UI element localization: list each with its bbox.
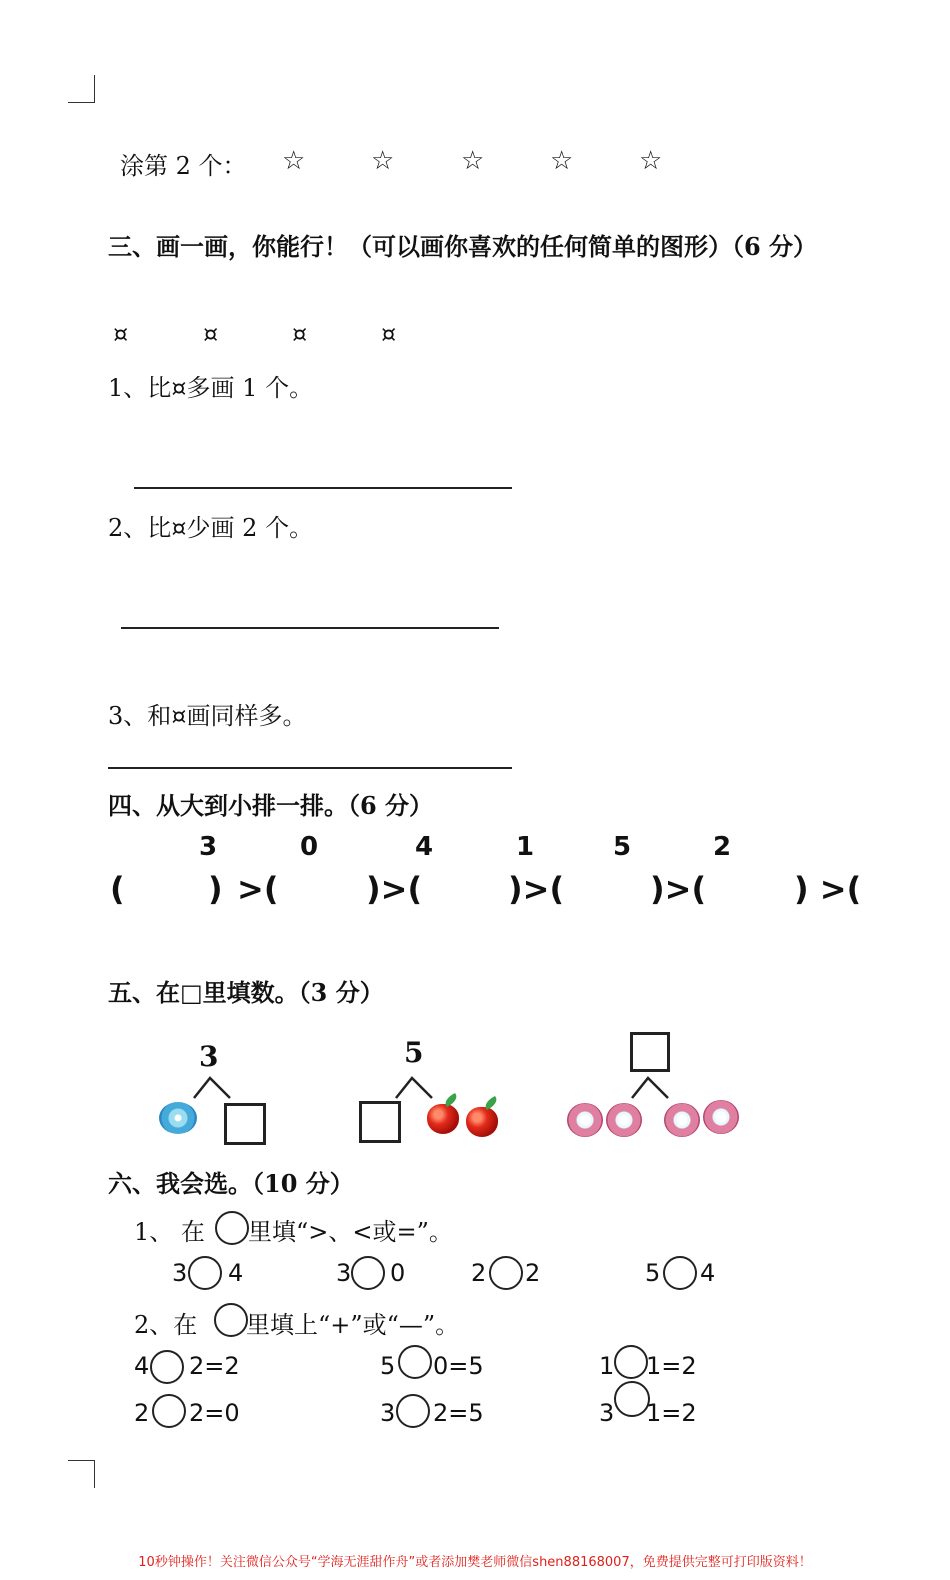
sort-number: 1	[516, 832, 535, 862]
apple-icon	[466, 1107, 498, 1137]
number-box[interactable]	[630, 1032, 670, 1072]
sort-number: 2	[713, 832, 732, 862]
answer-circle	[215, 1211, 249, 1245]
decompose-top-number: 3	[199, 1040, 219, 1073]
compare-circle[interactable]	[489, 1256, 523, 1290]
star-icon: ☆	[282, 146, 306, 176]
compare-circle[interactable]	[351, 1256, 385, 1290]
footer-promo: 10秒钟操作！关注微信公众号“学海无涯甜作舟”或者添加樊老师微信shen88168007，免费提供完整可打印版资料！	[138, 1555, 812, 1570]
compare-left: 3	[172, 1259, 188, 1287]
calc-right: 2=5	[433, 1399, 484, 1427]
sign-circle[interactable]	[396, 1394, 430, 1428]
calc-left: 3	[380, 1399, 396, 1427]
compare-left: 2	[471, 1259, 487, 1287]
star-icon: ☆	[639, 146, 663, 176]
sort-blank[interactable]: )>(	[366, 870, 423, 908]
section3-item-2: 2、比¤少画 2 个。	[108, 514, 314, 542]
section6-title: 六、我会选。（10 分）	[108, 1169, 354, 1198]
compare-right: 4	[228, 1259, 244, 1287]
currency-symbol: ¤	[203, 320, 219, 348]
sort-number: 3	[199, 832, 218, 862]
sign-circle[interactable]	[398, 1345, 432, 1379]
calc-right: 2=2	[189, 1352, 240, 1380]
compare-circle[interactable]	[188, 1256, 222, 1290]
pink-flower-icon	[606, 1103, 642, 1137]
sign-circle[interactable]	[152, 1394, 186, 1428]
pink-flower-icon	[703, 1100, 739, 1134]
sort-number: 0	[300, 832, 319, 862]
sort-blank[interactable]: >(	[237, 870, 279, 908]
sort-blank[interactable]: )	[208, 870, 223, 908]
compare-left: 3	[336, 1259, 352, 1287]
answer-line-3[interactable]	[108, 767, 512, 769]
calc-left: 3	[599, 1399, 615, 1427]
compare-right: 0	[390, 1259, 406, 1287]
section3-item-1: 1、比¤多画 1 个。	[108, 374, 314, 402]
compare-circle[interactable]	[663, 1256, 697, 1290]
calc-right: 1=2	[646, 1352, 697, 1380]
currency-symbol: ¤	[292, 320, 308, 348]
q1-suffix: 里填“>、<或=”。	[248, 1218, 453, 1246]
calc-right: 2=0	[189, 1399, 240, 1427]
sign-circle[interactable]	[614, 1381, 650, 1417]
sign-circle[interactable]	[614, 1345, 648, 1379]
star-icon: ☆	[550, 146, 574, 176]
sort-blank[interactable]: ) >(	[794, 870, 862, 908]
section5-title: 五、在□里填数。（3 分）	[108, 978, 384, 1007]
answer-circle	[214, 1303, 248, 1337]
q1-prefix: 1、 在	[134, 1218, 205, 1246]
calc-left: 5	[380, 1352, 396, 1380]
star-icon: ☆	[461, 146, 485, 176]
calc-left: 1	[599, 1352, 615, 1380]
sort-blank[interactable]: )>(	[508, 870, 565, 908]
number-box[interactable]	[359, 1101, 401, 1143]
section4-title: 四、从大到小排一排。（6 分）	[108, 791, 434, 820]
sort-number: 5	[613, 832, 632, 862]
calc-right: 1=2	[646, 1399, 697, 1427]
branch-lines	[628, 1074, 672, 1100]
answer-line-1[interactable]	[134, 487, 512, 489]
pink-flower-icon	[664, 1103, 700, 1137]
section3-item-3: 3、和¤画同样多。	[108, 702, 307, 730]
star-icon: ☆	[371, 146, 395, 176]
number-box[interactable]	[224, 1103, 266, 1145]
sort-blank[interactable]: )>(	[650, 870, 707, 908]
apple-icon	[427, 1104, 459, 1134]
pink-flower-icon	[567, 1103, 603, 1137]
calc-right: 0=5	[433, 1352, 484, 1380]
sort-number: 4	[415, 832, 434, 862]
leaf-icon	[483, 1096, 499, 1110]
compare-left: 5	[645, 1259, 661, 1287]
sign-circle[interactable]	[150, 1350, 184, 1384]
branch-lines	[190, 1074, 234, 1100]
section3-title: 三、画一画，你能行！（可以画你喜欢的任何简单的图形）（6 分）	[108, 232, 818, 261]
sort-blank[interactable]: (	[110, 870, 125, 908]
compare-right: 2	[525, 1259, 541, 1287]
page-corner-top	[68, 75, 95, 103]
branch-lines	[392, 1074, 436, 1100]
compare-right: 4	[700, 1259, 716, 1287]
currency-symbol: ¤	[381, 320, 397, 348]
q2-suffix: 里填上“+”或“—”。	[246, 1311, 460, 1339]
color-second-label: 涂第 2 个：	[120, 152, 247, 180]
page-corner-bottom	[68, 1460, 95, 1488]
calc-left: 4	[134, 1352, 150, 1380]
flower-icon	[159, 1102, 197, 1134]
decompose-top-number: 5	[404, 1036, 424, 1069]
calc-left: 2	[134, 1399, 150, 1427]
answer-line-2[interactable]	[121, 627, 499, 629]
q2-prefix: 2、在	[134, 1311, 198, 1339]
currency-symbol: ¤	[113, 320, 129, 348]
